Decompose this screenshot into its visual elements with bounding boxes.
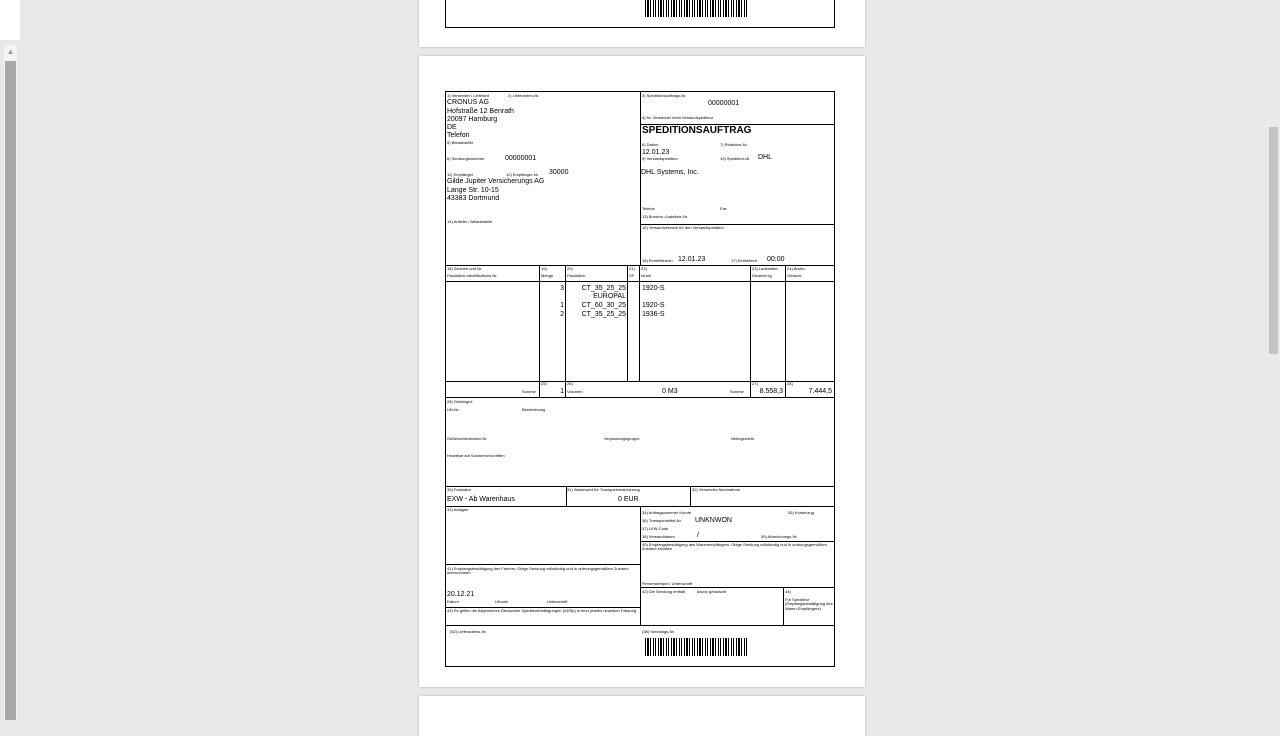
field-42-label: 42) Die Sendung enthält	[642, 589, 686, 594]
phone-label: Telefon	[642, 206, 655, 211]
field-39-label: 39) Abrechnungs-Nr.	[761, 534, 798, 539]
col-24-sublabel: Gewicht	[787, 273, 802, 278]
hazard-un-label: UN-Nr.:	[447, 407, 461, 412]
datum-label: Datum	[447, 599, 459, 604]
volume-value: 0 M3	[662, 388, 678, 395]
row-1-quantity: 3	[560, 285, 564, 292]
col-19-label: 19)	[541, 266, 547, 271]
row-1-package-extra: EUROPAL	[593, 293, 626, 300]
field-10-label: 10) Spediteur-Nr.	[720, 156, 751, 161]
field-9-label: 9) Versandspediteur	[642, 156, 678, 161]
sum-label: Summe	[522, 389, 536, 394]
col-18-sublabel: Packstück-Identifikations-Nr.	[447, 273, 498, 278]
field-15-label: 15) Versandvermerk für den Versandspediteur	[642, 225, 724, 230]
field-34-label: 34) Auftragsnummer Kunde	[642, 510, 691, 515]
row-3-package: CT_35_25_25	[581, 311, 626, 318]
field-37-label: 37) LKW-Code	[642, 526, 669, 531]
total-weight-2: 7.444,5	[808, 388, 832, 395]
sum-qty-num: 25)	[541, 381, 547, 386]
col-20-label: 20)	[567, 266, 573, 271]
col-22-sublabel: Inhalt	[641, 273, 651, 278]
total-weight-1: 8.558,3	[759, 388, 783, 395]
shipment-barcode	[645, 638, 749, 656]
document-title: SPEDITIONSAUFTRAG	[642, 125, 752, 136]
left-scrollbar[interactable]	[4, 45, 17, 720]
order-number: 00000001	[708, 100, 740, 107]
right-scrollbar[interactable]	[1267, 0, 1280, 720]
field-5-label: 5) Beladestelle	[447, 140, 474, 145]
unterschrift-label: Unterschrift	[547, 599, 568, 604]
row-2-package: CT_60_30_25	[581, 302, 626, 309]
field-4-label: 4) Nr. Versender beim Versandspediteur	[642, 115, 714, 120]
hazard-pack-label: Verpackungsgruppe	[604, 436, 640, 441]
hazard-notes-label: Hinweise auf Sondervorschriften	[447, 453, 505, 458]
field-7-label: 7) Relations-Nr.	[720, 142, 748, 147]
sender-street: Hofstraße 12 Benrath	[447, 108, 514, 115]
incoterm: EXW - Ab Warenhaus	[447, 496, 515, 503]
recipient-number: 30000	[549, 169, 569, 176]
row-2-quantity: 1	[560, 302, 564, 309]
scroll-up-arrow-icon[interactable]: ▲	[6, 47, 15, 56]
previous-page	[419, 0, 865, 47]
field-30-label: 30) Frankatur	[447, 487, 472, 492]
transport-number: UNKNWON	[695, 517, 732, 524]
field-52-label: (52) Lieferadress-Nr.	[450, 629, 487, 634]
hazard-net-label: Nettogewicht	[731, 436, 755, 441]
field-16-label: 16) Eintrefftermin	[642, 258, 673, 263]
left-scrollbar-thumb[interactable]	[5, 61, 16, 720]
forwarder-name: DHL Systems, Inc.	[641, 169, 699, 176]
field-35-label: 35) Kostenzug	[788, 510, 814, 515]
left-white-strip	[0, 0, 20, 40]
field-31-label: 31) Warenwert für Transportversicherung	[567, 487, 640, 492]
row-2-content: 1920-S	[642, 302, 665, 309]
firm-stamp-label: Firmenstempel / Unterschrift	[642, 581, 693, 586]
document-page	[419, 56, 865, 687]
arrival-date: 12.01.23	[678, 256, 706, 263]
field-17-label: 17) Eintreffzeit	[731, 258, 757, 263]
col-22-label: 22)	[641, 266, 647, 271]
forwarder-number: DHL	[758, 154, 773, 161]
volume-num: 26)	[567, 381, 573, 386]
sender-city: 20097 Hamburg	[447, 116, 498, 123]
recipient-name: Gilde Jupiter Versicherungs AG	[447, 178, 545, 185]
uhrzeit-label: Uhrzeit	[495, 599, 508, 604]
field-43-label: 43) Es gelten die Allgemeinen Deutschen Spediteurbedingungen (ADSp) in ihrer jeweils neuesten Fassung	[447, 608, 637, 613]
col-24-label: 24) Brutto-	[787, 266, 806, 271]
date-slash: /	[697, 532, 699, 539]
field-41-label: 41) Empfangsbestätigung des Fahrers: Obige Sendung vollständig und in ordnungsgemäßem Zustand übernommen	[447, 566, 629, 576]
field-33-label: 33) Anlagen	[447, 507, 469, 512]
field-44-text: Für Spediteur (Empfangsbestätigung des Waren-Empfängers)	[785, 597, 833, 611]
shipment-number: 00000001	[505, 155, 537, 162]
col-21-sublabel: SF	[629, 273, 635, 278]
col-19-sublabel: Menge	[541, 273, 554, 278]
col-23-sublabel: Gewicht kg	[752, 273, 772, 278]
field-40-label: 40) Empfangsbestätigung des Warenempfängers: Obige Sendung vollständig und in ordnungsgemäßem Zustand erhalten	[642, 542, 827, 552]
field-6b-label: 6) Datum	[642, 142, 659, 147]
field-12-label: 12) Empfänger-Nr.	[506, 172, 539, 177]
row-3-content: 1936-S	[642, 311, 665, 318]
weight-num: 27)	[752, 381, 758, 386]
recipient-city: 43383 Dortmund	[447, 195, 500, 202]
sender-phone: Telefon	[447, 132, 470, 139]
previous-page-form-frame	[445, 0, 835, 28]
field-36-label: 36) Transportmittel-Nr.	[642, 518, 682, 523]
field-2-label: 2) Lieferanten-Nr.	[508, 93, 540, 98]
sender-name: CRONUS AG	[447, 99, 490, 106]
field-13-label: 13) Bordero-/Ladeliste-Nr.	[642, 214, 689, 219]
previous-page-barcode	[645, 0, 749, 17]
sum-quantity: 1	[560, 388, 564, 395]
field-11-label: 11) Empfänger	[447, 172, 474, 177]
arrival-time: 00:00	[767, 256, 785, 263]
sum-label-2: Summe	[730, 389, 744, 394]
goods-value: 0 EUR	[618, 496, 639, 503]
right-scrollbar-thumb[interactable]	[1269, 127, 1278, 354]
volume-label: Volumen	[567, 389, 583, 394]
row-1-content: 1920-S	[642, 285, 665, 292]
col-21-label: 21)	[629, 266, 635, 271]
field-1-label: 1) Versender / Lieferant	[447, 93, 489, 98]
field-44-label: 44)	[785, 589, 791, 594]
col-20-sublabel: Packstück	[567, 273, 586, 278]
order-date: 12.01.23	[642, 149, 670, 156]
recipient-street: Lange Str. 10-15	[447, 187, 499, 194]
col-23-label: 23) Lademittel-	[752, 266, 779, 271]
field-6-label: 6) Sendungsnummer	[447, 156, 485, 161]
hazard-desc-label: Bezeichnung	[522, 407, 546, 412]
gross-weight-num: 28)	[787, 381, 793, 386]
sender-country: DE	[447, 124, 457, 131]
col-18-label: 18) Zeichen und Nr.	[447, 266, 483, 271]
field-38b-label: (38) Sendungs-Nr.	[642, 629, 675, 634]
hazard-label: 28) Gefahrgut:	[447, 399, 473, 404]
field-14-label: 14) Anliefer / Abladestelle	[447, 219, 493, 224]
fax-label: Fax	[720, 206, 727, 211]
field-42-exchanged: davon getauscht	[697, 589, 727, 594]
next-page	[419, 696, 865, 736]
field-38-label: 38) Versanddatum	[642, 534, 675, 539]
hazard-card-label: Gefahrzettelmuster-Nr.	[447, 436, 488, 441]
field-32-label: 32) Versender-Nachnahme	[692, 487, 741, 492]
sign-date: 20.12.21	[447, 591, 475, 598]
row-3-quantity: 2	[560, 311, 564, 318]
field-3-label: 3) Speditionsauftrags-Nr.	[642, 93, 687, 98]
row-1-package: CT_35_25_25	[581, 285, 626, 292]
